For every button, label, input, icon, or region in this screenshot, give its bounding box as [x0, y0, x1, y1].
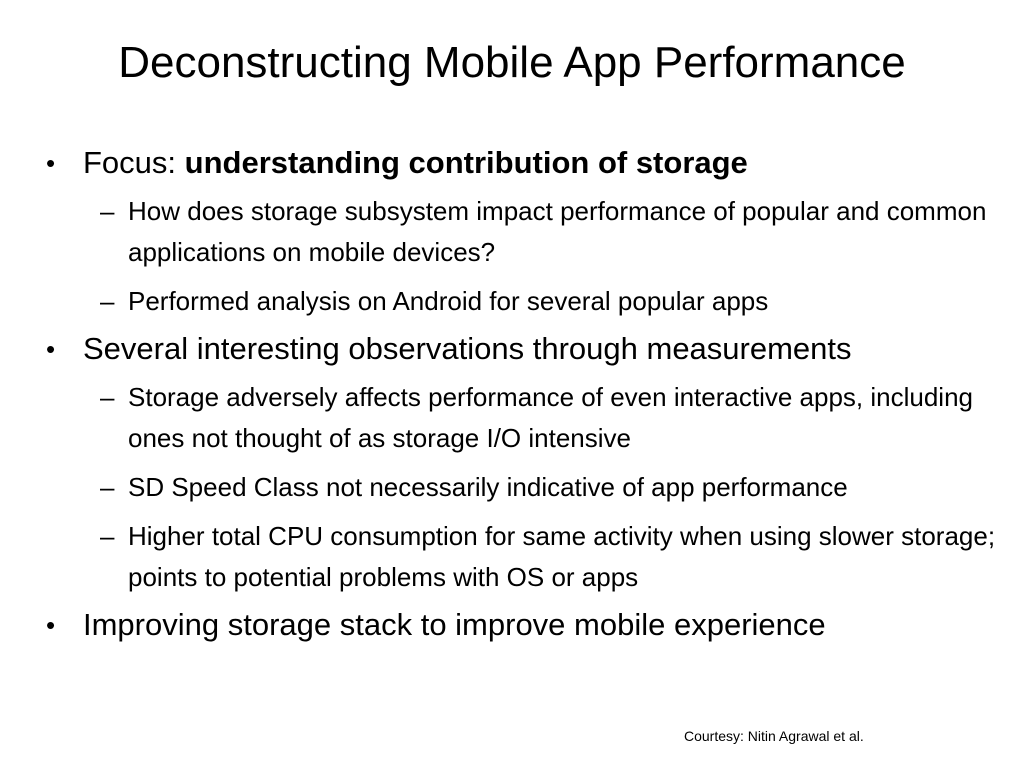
sub-bullet-marker: –	[100, 382, 115, 412]
sub-bullet-marker: –	[100, 196, 115, 226]
slide-content	[44, 144, 1012, 653]
bullet-item-focus	[44, 144, 1012, 182]
sub-bullet-text: How does storage subsystem impact performance of popular and common applications on mobile devices?	[128, 196, 987, 267]
sub-bullet-item	[100, 516, 1013, 598]
sub-bullet-item	[100, 467, 1013, 508]
sub-bullet-marker: –	[100, 521, 115, 551]
sub-bullet-item	[100, 191, 1013, 273]
bullet-marker: •	[46, 610, 56, 640]
bullet-item-observations	[44, 330, 1012, 368]
bullet-marker: •	[46, 334, 56, 364]
sub-bullet-text: Performed analysis on Android for several popular apps	[128, 286, 769, 316]
bullet-marker: •	[46, 148, 56, 178]
sub-bullet-marker: –	[100, 472, 115, 502]
slide-title: Deconstructing Mobile App Performance	[118, 38, 906, 87]
bullet-emphasis: understanding contribution of storage	[184, 145, 748, 180]
sub-bullet-text: Storage adversely affects performance of even interactive apps, including ones not thought of as storage I/O intensive	[128, 382, 973, 453]
bullet-text: Several interesting observations through measurements	[83, 331, 852, 366]
sub-bullet-item	[100, 281, 1013, 322]
sub-bullet-item	[100, 377, 1013, 459]
bullet-prefix: Focus:	[83, 145, 185, 180]
sub-bullet-text: SD Speed Class not necessarily indicative of app performance	[128, 472, 848, 502]
courtesy-note: Courtesy: Nitin Agrawal et al.	[684, 728, 864, 744]
sub-bullet-text: Higher total CPU consumption for same activity when using slower storage; points to potential problems with OS or apps	[128, 521, 996, 592]
bullet-text: Improving storage stack to improve mobile experience	[83, 607, 826, 642]
sub-bullet-marker: –	[100, 286, 115, 316]
bullet-item-improving	[44, 606, 1012, 644]
